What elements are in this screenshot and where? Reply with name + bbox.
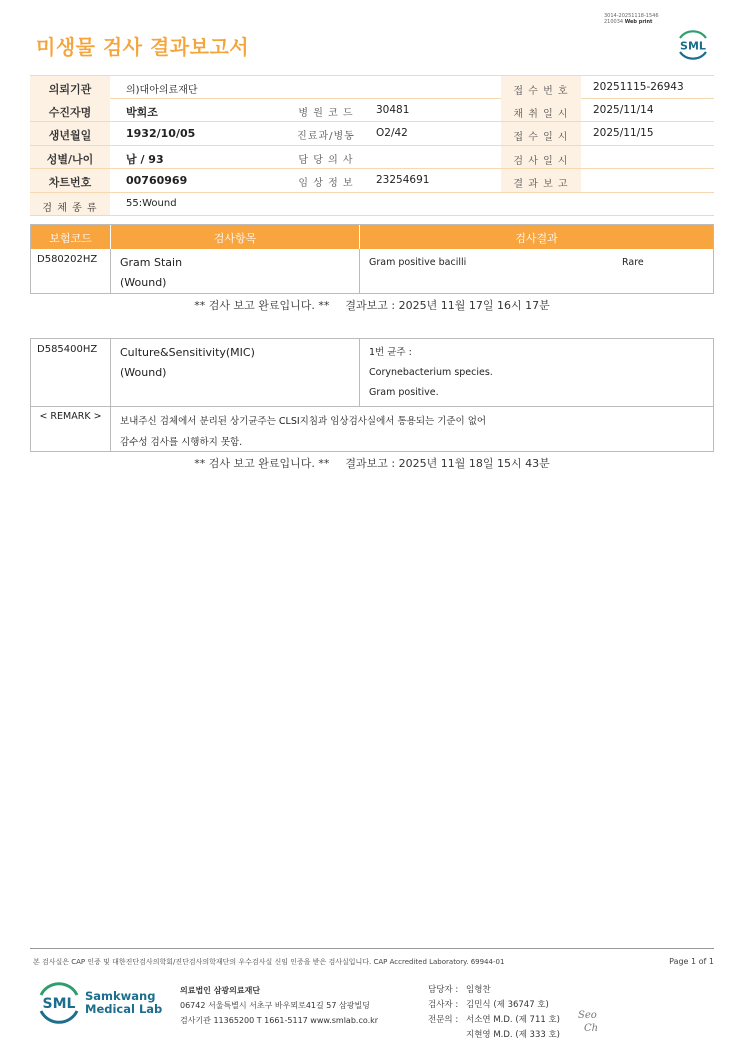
table-row (31, 339, 713, 406)
hospital-code-value: 30481 (376, 103, 410, 116)
receipt-number-label: 접 수 번 호 (501, 76, 581, 99)
test-name: Culture&Sensitivity(MIC) (120, 346, 255, 359)
patient-name-label: 수진자명 (30, 99, 110, 122)
test-specimen: (Wound) (120, 276, 167, 289)
report-complete-text: ** 검사 보고 완료입니다. ** (194, 457, 330, 470)
document-id-line2: 210034 (604, 19, 624, 25)
receipt-number-value: 20251115-26943 (593, 81, 684, 93)
test-date-label: 검 사 일 시 (501, 146, 581, 169)
staff-list (428, 983, 560, 1043)
report-complete-line-1 (0, 297, 744, 313)
remark-text (110, 407, 713, 451)
info-row-6 (30, 193, 714, 217)
col-header-result: 검사결과 (359, 225, 713, 249)
document-id-line1: 3014-20251118-1546 (604, 13, 659, 19)
department-label: 진료과/병동 (297, 131, 355, 142)
department-value: O2/42 (376, 127, 408, 139)
specimen-type-value: 55:Wound (126, 197, 177, 209)
birth-date-value: 1932/10/05 (126, 127, 196, 140)
requesting-org-label: 의뢰기관 (30, 76, 110, 99)
result-table-culture (30, 338, 714, 452)
sex-age-label: 성별/나이 (30, 146, 110, 169)
result-line-2: Corynebacterium species. (369, 367, 493, 378)
table-row (31, 249, 713, 293)
result-text: Gram positive bacilli (369, 257, 467, 268)
staff-row: 담당자 : 임형찬 (428, 985, 491, 995)
test-result (359, 339, 713, 406)
company-name-en: Samkwang Medical Lab (85, 989, 163, 1016)
address: 06742 서울특별시 서초구 바우뫼로41길 57 삼광빌딩 (180, 1001, 370, 1010)
col-header-item: 검사항목 (110, 225, 359, 249)
remark-line-1: 보내주신 검체에서 분리된 상기균주는 CLSI지침과 임상검사실에서 통용되는 기준이 없어 (120, 416, 487, 427)
remark-line-2: 감수성 검사를 시행하지 못함. (120, 437, 243, 448)
test-item (110, 249, 359, 293)
info-row-1 (30, 75, 714, 99)
remark-row (31, 406, 713, 451)
info-row-5 (30, 169, 714, 193)
chart-number-label: 차트번호 (30, 169, 110, 192)
contact: 검사기관 11365200 T 1661-5117 www.smlab.co.kr (180, 1016, 379, 1025)
staff-row: 전문의 : 서소연 M.D. (제 711 호) (428, 1015, 561, 1025)
staff-row: 검사자 : 김민식 (제 36747 호) (428, 1000, 549, 1010)
sml-logo-icon (674, 26, 712, 64)
specimen-type-label: 검 체 종 류 (30, 193, 110, 216)
info-row-3 (30, 122, 714, 146)
clinical-info-label: 임 상 정 보 (298, 178, 354, 189)
insurance-code: D580202HZ (37, 254, 98, 265)
footer-divider (30, 948, 714, 949)
test-item (110, 339, 359, 406)
document-id (604, 13, 659, 25)
result-amount: Rare (622, 257, 644, 268)
page-title: 미생물 검사 결과보고서 (36, 35, 250, 59)
report-complete-line-2 (0, 455, 744, 471)
birth-date-label: 생년월일 (30, 122, 110, 145)
col-header-code: 보험코드 (49, 232, 92, 245)
test-specimen: (Wound) (120, 366, 167, 379)
report-time: 결과보고 : 2025년 11월 17일 16시 17분 (345, 299, 550, 312)
insurance-code: D585400HZ (37, 344, 98, 355)
company-address-block (180, 983, 378, 1028)
org-name: 의료법인 삼광의료재단 (180, 986, 261, 995)
result-table-gram-stain (30, 224, 714, 294)
web-print-label: Web print (624, 19, 653, 25)
cap-accreditation-note: 본 검사실은 CAP 인증 및 대한진단검사의학회/진단검사의학재단의 우수검사실 신임 인증을 받은 검사실입니다. CAP Accredited Laboratory. 69944-01 (33, 958, 505, 966)
receipt-date-value: 2025/11/15 (593, 127, 654, 139)
samkwang-logo-icon (36, 980, 82, 1026)
requesting-org-value: 의)대아의료재단 (126, 85, 198, 96)
collection-date-value: 2025/11/14 (593, 103, 654, 116)
footer-logo-text: SML (42, 996, 76, 1012)
staff-row: 지현영 M.D. (제 333 호) (466, 1030, 561, 1040)
patient-name-value: 박희조 (126, 105, 158, 119)
physician-label: 담 당 의 사 (298, 154, 354, 166)
result-line-1: 1번 균주 : (369, 347, 412, 358)
result-table-header (31, 225, 713, 249)
receipt-date-label: 접 수 일 시 (501, 122, 581, 145)
report-status-label: 결 과 보 고 (501, 169, 581, 192)
page-number: Page 1 of 1 (669, 957, 714, 966)
test-name: Gram Stain (120, 256, 183, 269)
collection-date-label: 채 취 일 시 (501, 99, 581, 122)
test-result (359, 249, 713, 293)
hospital-code-label: 병 원 코 드 (298, 107, 354, 119)
chart-number-value: 00760969 (126, 174, 188, 187)
remark-label: < REMARK > (39, 411, 102, 422)
report-time: 결과보고 : 2025년 11월 18일 15시 43분 (345, 457, 550, 470)
report-complete-text: ** 검사 보고 완료입니다. ** (194, 299, 330, 312)
result-line-3: Gram positive. (369, 387, 439, 398)
logo-text: SML (680, 39, 706, 53)
sex-age-value: 남 / 93 (126, 152, 164, 166)
clinical-info-value: 23254691 (376, 174, 430, 186)
signature: Seo Ch (578, 1010, 599, 1034)
info-row-4 (30, 146, 714, 170)
info-row-2 (30, 99, 714, 123)
patient-info-table (30, 75, 714, 216)
